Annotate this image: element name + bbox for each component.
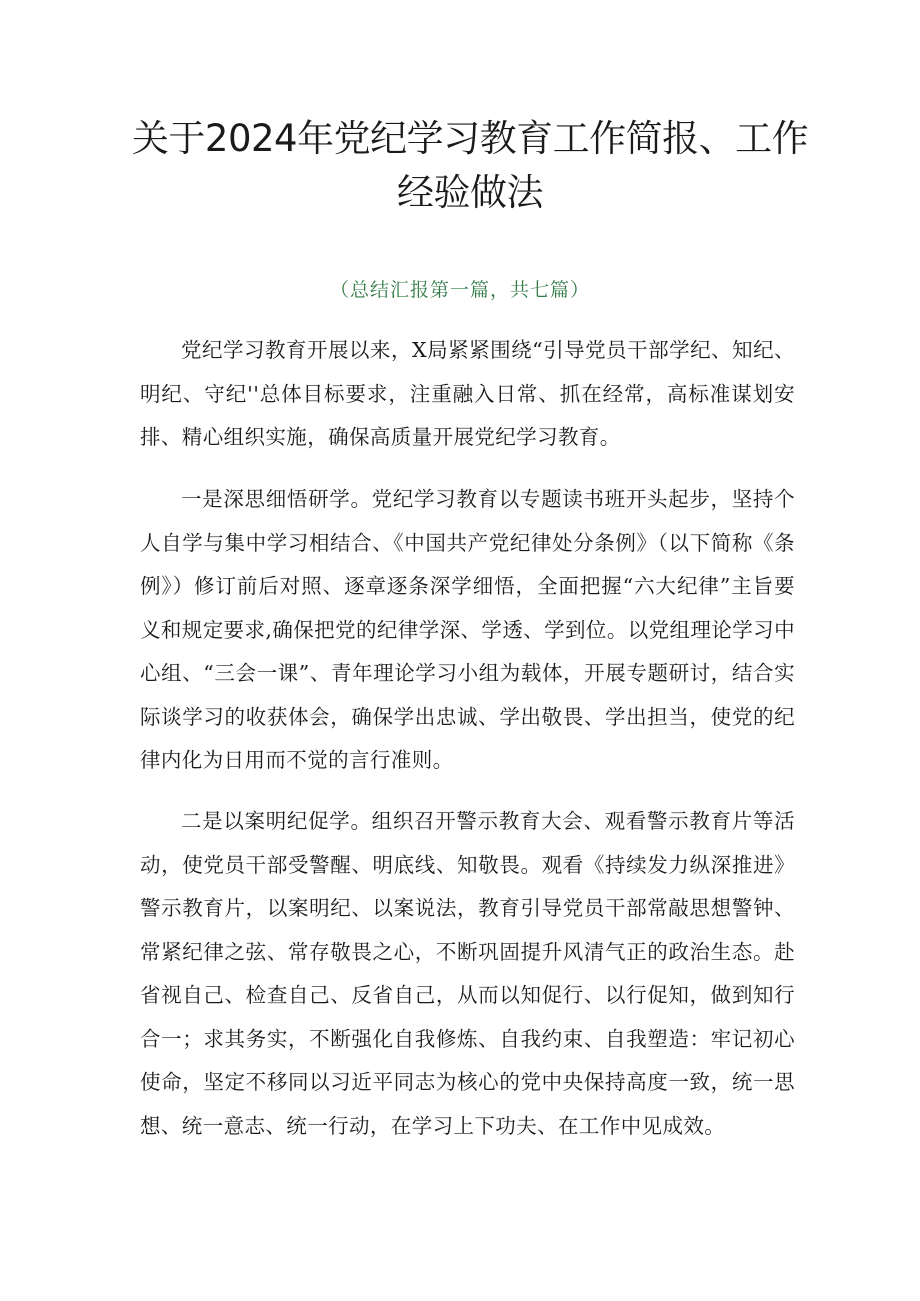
document-title: 关于2024年党纪学习教育工作简报、工作经验做法 xyxy=(131,117,809,214)
document-subtitle: （总结汇报第一篇，共七篇） xyxy=(329,279,590,301)
paragraph-case-learning: 二是以案明纪促学。组织召开警示教育大会、观看警示教育片等活动，使党员干部受警醒、明底线、知敬畏。观看《持续发力纵深推进》警示教育片，以案明纪、以案说法，教育引导党员干部常敲思想警钟、常紧纪律之弦、常存敬畏之心，不断巩固提升风清气正的政治生态。赴省视自己、检查自己、反省自己，从而以知促行、以行促知，做到知行合一；求其务实，不断强化自我修炼、自我约束、自我塑造：牢记初心使命，坚定不移同以习近平同志为核心的党中央保持高度一致，统一思想、统一意志、统一行动，在学习上下功夫、在工作中见成效。 xyxy=(140,809,795,1138)
paragraph-study: 一是深思细悟研学。党纪学习教育以专题读书班开头起步，坚持个人自学与集中学习相结合、《中国共产党纪律处分条例》（以下简称《条例》）修订前后对照、逐章逐条深学细悟，全面把握“六大纪律”主旨要义和规定要求,确保把党的纪律学深、学透、学到位。以党组理论学习中心组、“三会一课”、青年理论学习小组为载体，开展专题研讨，结合实际谈学习的收获体会，确保学出忠诚、学出敬畏、学出担当，使党的纪律内化为日用而不觉的言行准则。 xyxy=(140,487,795,772)
paragraph-intro: 党纪学习教育开展以来，X局紧紧围绕“引导党员干部学纪、知纪、明纪、守纪''总体目标要求，注重融入日常、抓在经常，高标准谋划安排、精心组织实施，确保高质量开展党纪学习教育。 xyxy=(140,338,795,449)
